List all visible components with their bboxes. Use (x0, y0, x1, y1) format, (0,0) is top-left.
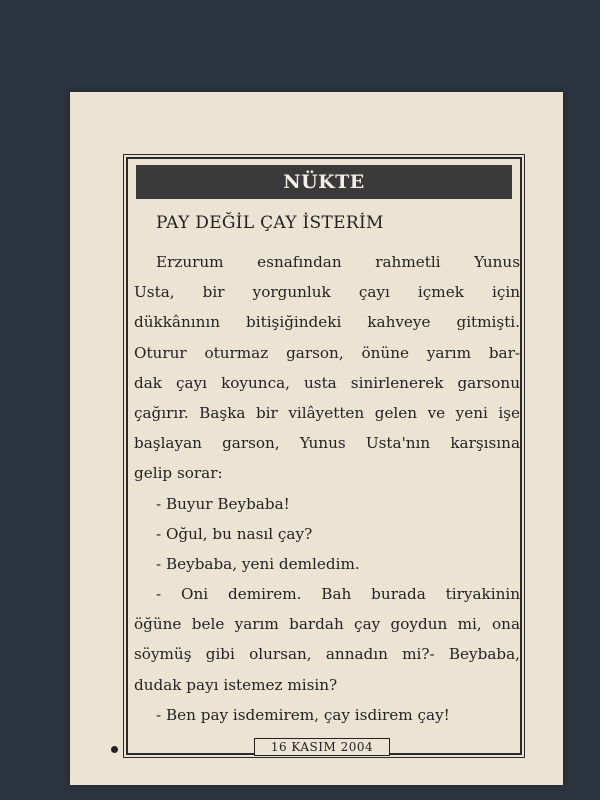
article-title: PAY DEĞİL ÇAY İSTERİM (156, 213, 384, 233)
dialog-line: - Beybaba, yeni demledim. (156, 554, 360, 573)
ink-dot (111, 746, 118, 753)
dialog-line: - Buyur Beybaba! (156, 494, 290, 513)
body-line: Erzurum esnafından rahmetli Yunus (156, 253, 520, 271)
article-body (134, 247, 520, 730)
body-line: dudak payı istemez misin? (134, 675, 338, 694)
section-header-text: NÜKTE (283, 171, 365, 193)
body-line: gelip sorar: (134, 464, 223, 483)
body-line: söymüş gibi olursan, annadın mi?- Beybaba, (134, 645, 520, 664)
date-stamp: 16 KASIM 2004 (254, 738, 390, 756)
body-line: öğüne bele yarım bardah çay goydun mi, ona (134, 615, 520, 634)
body-line: başlayan garson, Yunus Usta'nın karşısına (134, 434, 520, 453)
body-line: dükkânının bitişiğindeki kahveye gitmişti. (134, 313, 520, 332)
dialog-line: - Ben pay isdemirem, çay isdirem çay! (156, 705, 450, 724)
body-line: Usta, bir yorgunluk çayı içmek için (134, 283, 520, 302)
body-line: çağırır. Başka bir vilâyetten gelen ve yeni işe (134, 403, 520, 422)
body-line: dak çayı koyunca, usta sinirlenerek garsonu (134, 373, 520, 392)
dialog-line: - Oni demirem. Bah burada tiryakinin (156, 585, 520, 604)
article-frame (126, 157, 522, 755)
newspaper-clipping (70, 92, 563, 785)
body-line: Oturur oturmaz garson, önüne yarım bar- (134, 343, 520, 362)
dialog-line: - Oğul, bu nasıl çay? (156, 524, 313, 543)
section-header (136, 165, 512, 199)
